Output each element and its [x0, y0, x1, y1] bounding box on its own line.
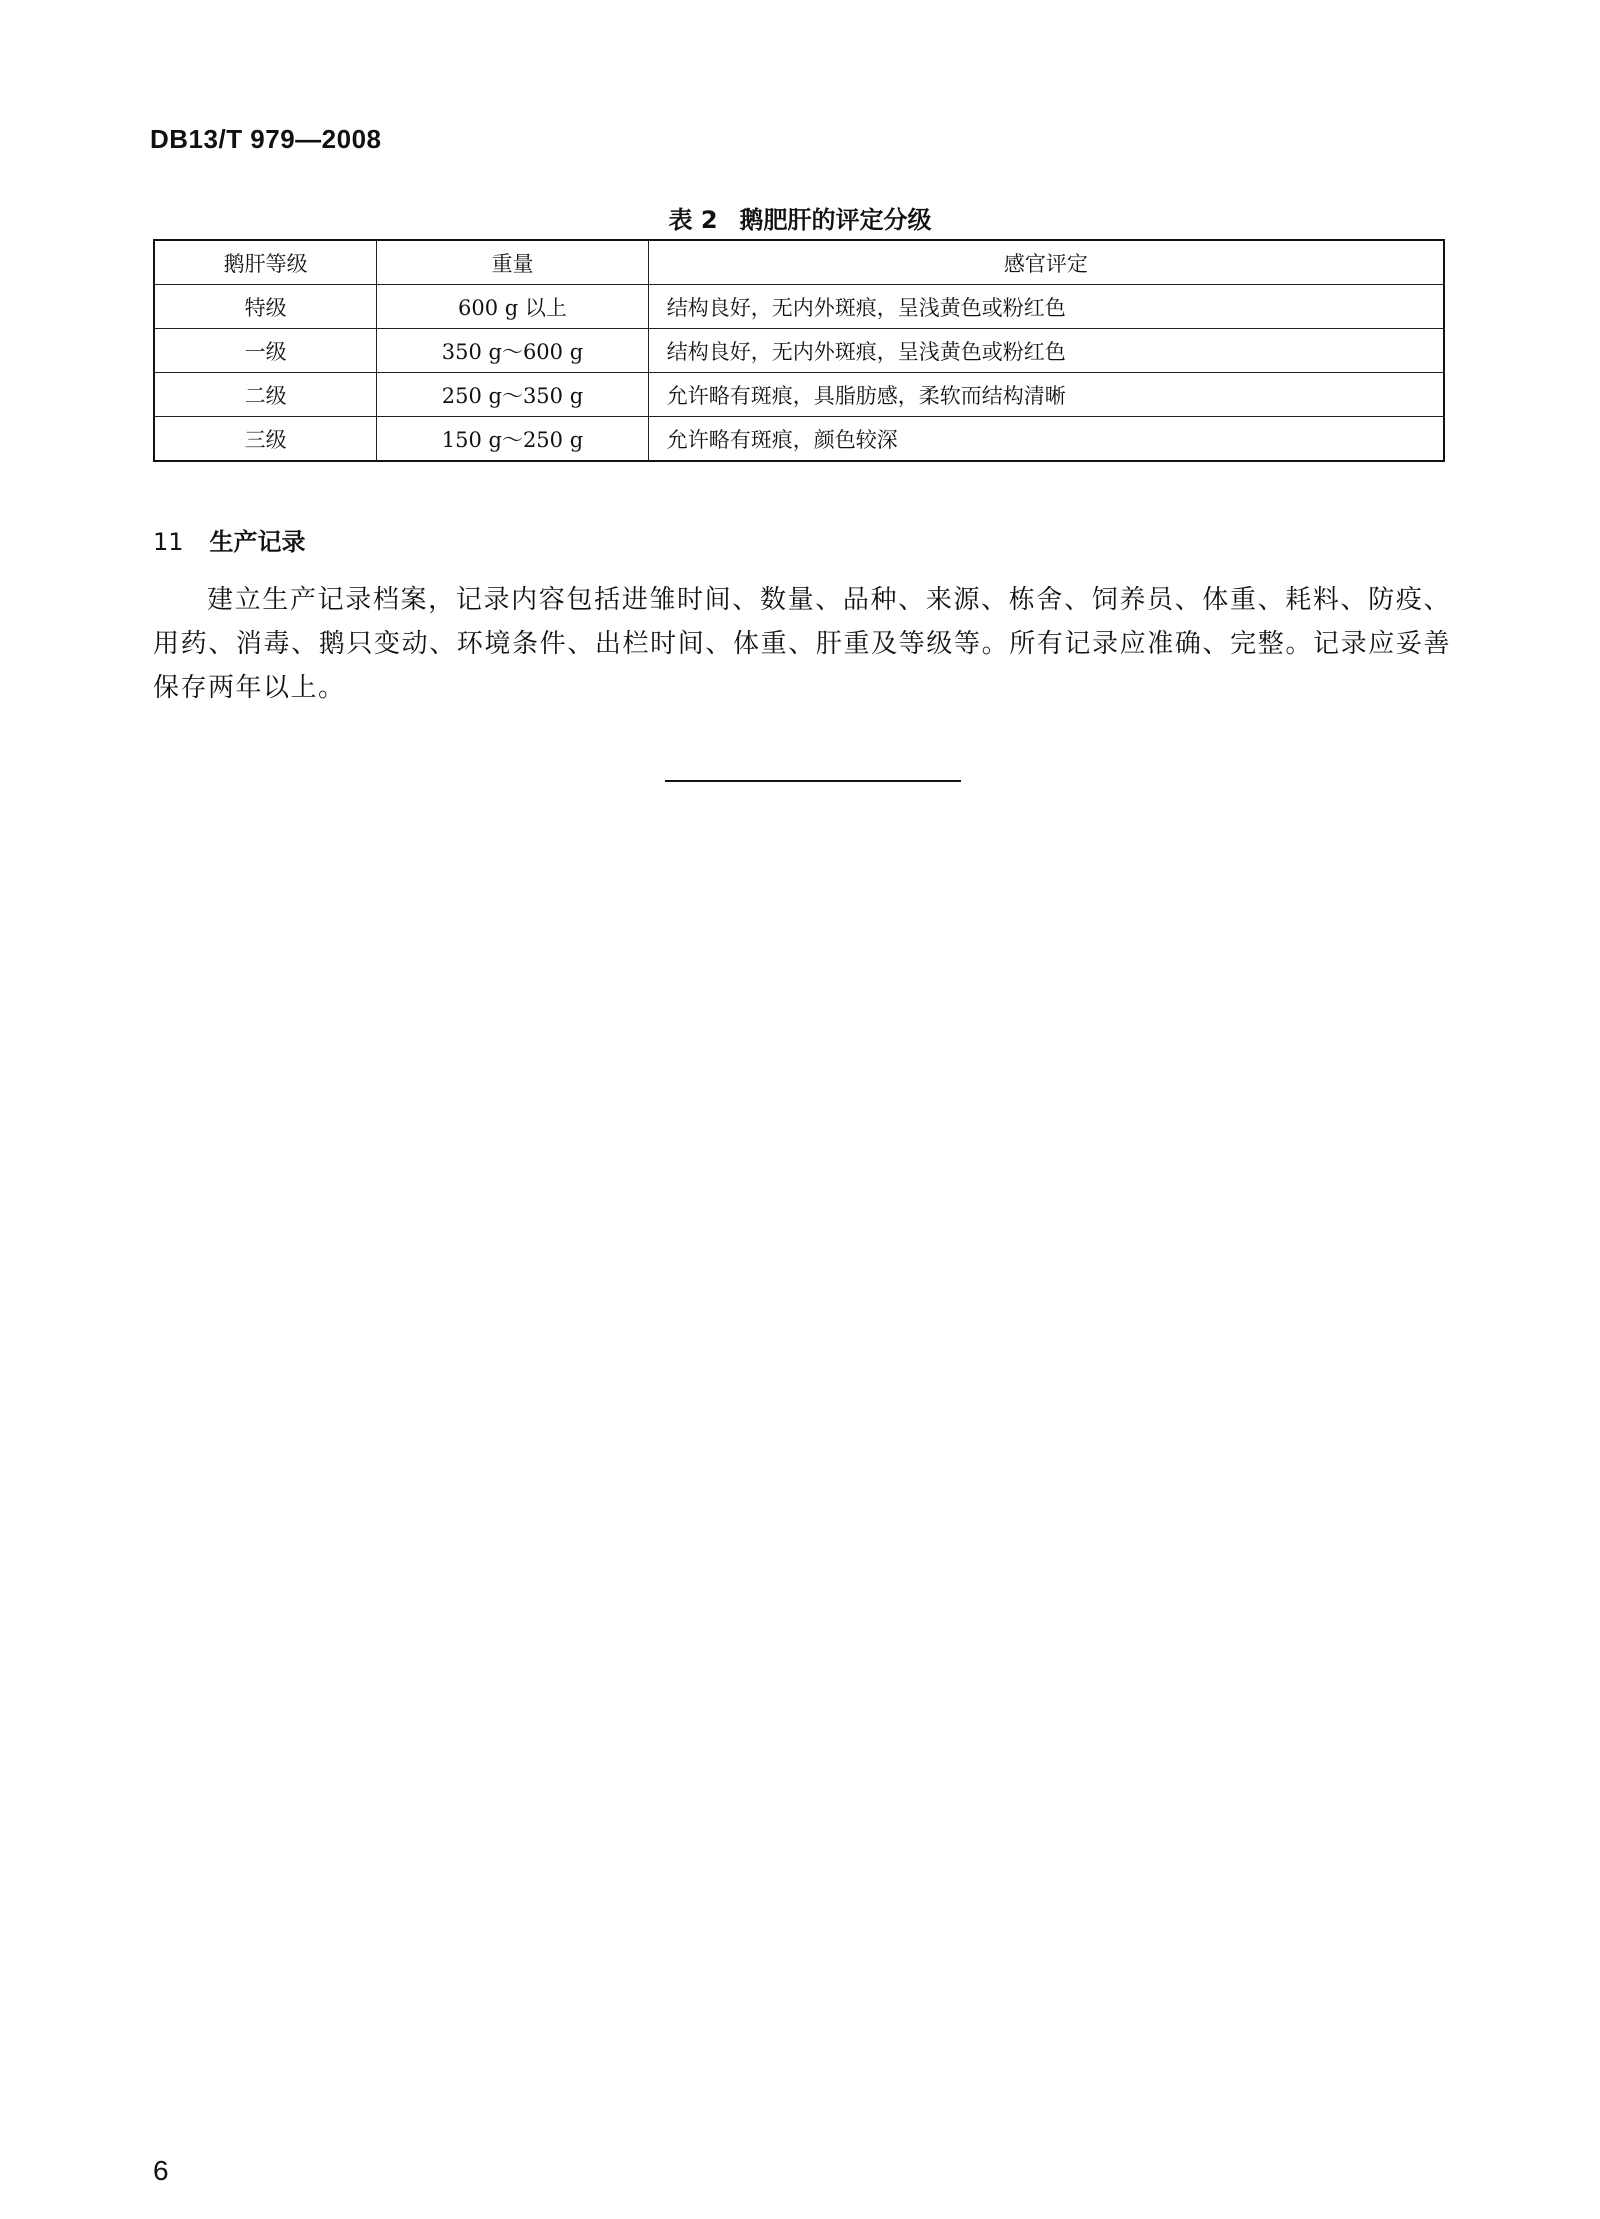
weight-cell: 250 g～350 g	[377, 373, 649, 417]
column-header-weight: 重量	[377, 240, 649, 285]
grade-cell: 一级	[154, 329, 377, 373]
end-of-document-rule	[665, 780, 961, 782]
document-code: DB13/T 979—2008	[150, 124, 382, 154]
section-paragraph: 建立生产记录档案，记录内容包括进雏时间、数量、品种、来源、栋舍、饲养员、体重、耗料、防疫、用药、消毒、鹅只变动、环境条件、出栏时间、体重、肝重及等级等。所有记录应准确、完整。记录应妥善保存两年以上。	[153, 585, 1451, 703]
table-row	[154, 417, 1444, 462]
table-caption-number: 表 2	[668, 206, 718, 234]
column-header-sensory: 感官评定	[648, 240, 1444, 285]
grade-table	[153, 239, 1445, 462]
sensory-cell: 结构良好，无内外斑痕，呈浅黄色或粉红色	[648, 285, 1444, 329]
sensory-cell: 结构良好，无内外斑痕，呈浅黄色或粉红色	[648, 329, 1444, 373]
table-row	[154, 285, 1444, 329]
table-header-row	[154, 240, 1444, 285]
sensory-cell: 允许略有斑痕，颜色较深	[648, 417, 1444, 462]
table-row	[154, 329, 1444, 373]
grade-cell: 三级	[154, 417, 377, 462]
weight-cell: 150 g～250 g	[377, 417, 649, 462]
weight-cell: 600 g 以上	[377, 285, 649, 329]
grade-cell: 特级	[154, 285, 377, 329]
sensory-cell: 允许略有斑痕，具脂肪感，柔软而结构清晰	[648, 373, 1444, 417]
section-title: 生产记录	[209, 528, 306, 556]
section-heading	[153, 522, 306, 557]
table-caption	[0, 200, 1600, 235]
page-number: 6	[153, 2155, 169, 2186]
table-caption-title: 鹅肥肝的评定分级	[739, 206, 932, 234]
table-row	[154, 373, 1444, 417]
grade-cell: 二级	[154, 373, 377, 417]
section-number: 11	[153, 528, 184, 556]
column-header-grade: 鹅肝等级	[154, 240, 377, 285]
weight-cell: 350 g～600 g	[377, 329, 649, 373]
